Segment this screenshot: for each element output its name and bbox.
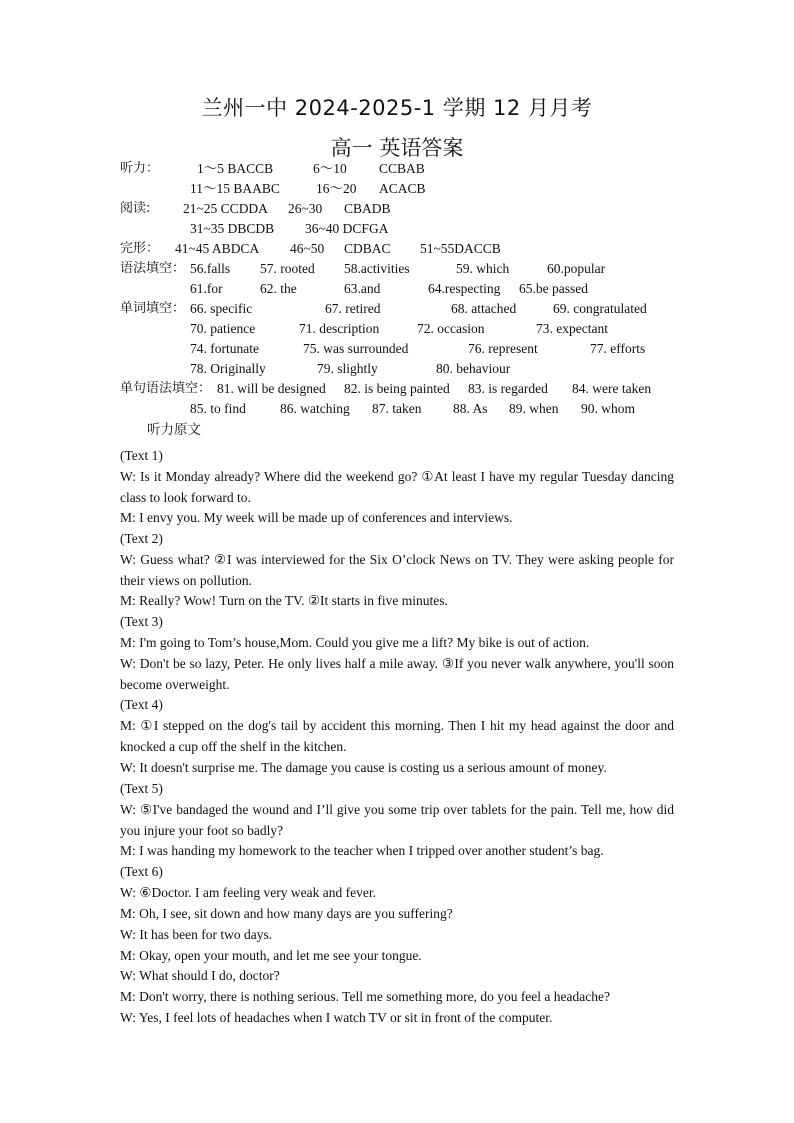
answer-item: 60.popular	[547, 261, 606, 276]
answer-item: 56.falls	[190, 261, 231, 276]
section-label: 单词填空：	[120, 301, 186, 316]
answer-item: 86. watching	[280, 401, 350, 416]
answer-item: 11～15 BAABC	[190, 181, 280, 196]
answer-item: 85. to find	[190, 401, 246, 416]
answer-item: 75. was surrounded	[303, 341, 409, 356]
transcript-line: (Text 5)	[120, 781, 163, 796]
answer-item: 63.and	[344, 281, 381, 296]
transcript-line: W: It has been for two days.	[120, 927, 273, 942]
answer-item: 79. slightly	[317, 361, 378, 376]
page-subtitle: 高一 英语答案	[330, 136, 464, 160]
answer-item: 1～5 BACCB	[197, 161, 274, 176]
answer-item: 61.for	[190, 281, 223, 296]
answer-item: 6～10	[313, 161, 347, 176]
transcript-heading: 听力原文	[147, 422, 201, 438]
answer-item: 76. represent	[468, 341, 538, 356]
section-label: 完形：	[120, 241, 160, 256]
transcript-line: W: What should I do, doctor?	[120, 968, 280, 983]
answer-item: 77. efforts	[590, 341, 646, 356]
transcript-line: W: Guess what? ②I was interviewed for the Six O’clock News on TV. They were asking people for their views on pollution.	[120, 552, 674, 588]
transcript-line: M: I was handing my homework to the teacher when I tripped over another student’s bag.	[120, 843, 604, 858]
answer-item: 73. expectant	[536, 321, 608, 336]
answer-item: 36~40 DCFGA	[305, 221, 389, 236]
answer-item: 65.be passed	[519, 281, 588, 296]
answer-item: 80. behaviour	[436, 361, 511, 376]
transcript-line: M: Okay, open your mouth, and let me see your tongue.	[120, 948, 422, 963]
section-label: 阅读:	[120, 201, 151, 216]
section-label: 语法填空：	[120, 261, 186, 276]
page-title: 兰州一中 2024-2025-1 学期 12 月月考	[201, 96, 593, 120]
transcript-line: (Text 6)	[120, 864, 163, 879]
answer-item: 68. attached	[451, 301, 517, 316]
transcript-line: W: ⑥Doctor. I am feeling very weak and fever.	[120, 885, 376, 900]
answer-item: 57. rooted	[260, 261, 315, 276]
transcript-line: (Text 1)	[120, 448, 163, 463]
answer-item: ACACB	[379, 181, 426, 196]
transcript-line: M: Oh, I see, sit down and how many days are you suffering?	[120, 906, 453, 921]
answer-item: 70. patience	[190, 321, 256, 336]
answer-item: 88. As	[453, 401, 488, 416]
answer-item: 67. retired	[325, 301, 381, 316]
answer-item: 83. is regarded	[468, 381, 548, 396]
answer-item: 16～20	[316, 181, 357, 196]
answer-item: 59. which	[456, 261, 510, 276]
answer-item: 69. congratulated	[553, 301, 647, 316]
answer-item: 41~45 ABDCA	[175, 241, 260, 256]
transcript-line: W: Don't be so lazy, Peter. He only lives half a mile away. ③If you never walk anywhere, you'll soon become overweight.	[120, 656, 674, 692]
answer-item: 72. occasion	[417, 321, 485, 336]
answer-item: 74. fortunate	[190, 341, 259, 356]
answer-item: 31~35 DBCDB	[190, 221, 275, 236]
answer-item: 62. the	[260, 281, 297, 296]
transcript-line: (Text 3)	[120, 614, 163, 629]
answer-item: 26~30	[288, 201, 323, 216]
section-label: 单句语法填空：	[120, 381, 212, 396]
answer-item: 81. will be designed	[217, 381, 326, 396]
answer-item: 87. taken	[372, 401, 422, 416]
transcript-line: W: ⑤I've bandaged the wound and I’ll give you some trip over tablets for the pain. Tell me, how did you injure your foot so badly?	[120, 802, 674, 838]
transcript-line: (Text 2)	[120, 531, 163, 546]
answer-item: 66. specific	[190, 301, 253, 316]
answer-item: 89. when	[509, 401, 559, 416]
answer-item: 21~25 CCDDA	[183, 201, 268, 216]
answer-item: 46~50	[290, 241, 325, 256]
answer-item: 84. were taken	[572, 381, 652, 396]
answer-item: 78. Originally	[190, 361, 266, 376]
answer-item: CDBAC	[344, 241, 391, 256]
transcript-line: W: Is it Monday already? Where did the weekend go? ①At least I have my regular Tuesday dancing class to look forward to.	[120, 469, 674, 505]
answer-item: CCBAB	[379, 161, 425, 176]
transcript-line: M: Don't worry, there is nothing serious. Tell me something more, do you feel a headache?	[120, 989, 610, 1004]
transcript-line: M: Really? Wow! Turn on the TV. ②It starts in five minutes.	[120, 593, 448, 608]
transcript-line: (Text 4)	[120, 697, 163, 712]
answer-item: CBADB	[344, 201, 391, 216]
answer-item: 71. description	[299, 321, 380, 336]
answer-item: 90. whom	[581, 401, 635, 416]
transcript-line: M: I'm going to Tom’s house,Mom. Could you give me a lift? My bike is out of action.	[120, 635, 590, 650]
transcript-line: W: It doesn't surprise me. The damage you cause is costing us a serious amount of money.	[120, 760, 607, 775]
answer-item: 64.respecting	[428, 281, 501, 296]
answer-item: 82. is being painted	[344, 381, 450, 396]
answer-item: 51~55DACCB	[420, 241, 501, 256]
transcript-line: M: I envy you. My week will be made up of conferences and interviews.	[120, 510, 513, 525]
answer-item: 58.activities	[344, 261, 410, 276]
transcript-line: M: ①I stepped on the dog's tail by accident this morning. Then I hit my head against the door and knocked a cup off the shelf in the kitchen.	[120, 718, 674, 754]
transcript-line: W: Yes, I feel lots of headaches when I watch TV or sit in front of the computer.	[120, 1010, 553, 1025]
section-label: 听力：	[120, 161, 160, 176]
